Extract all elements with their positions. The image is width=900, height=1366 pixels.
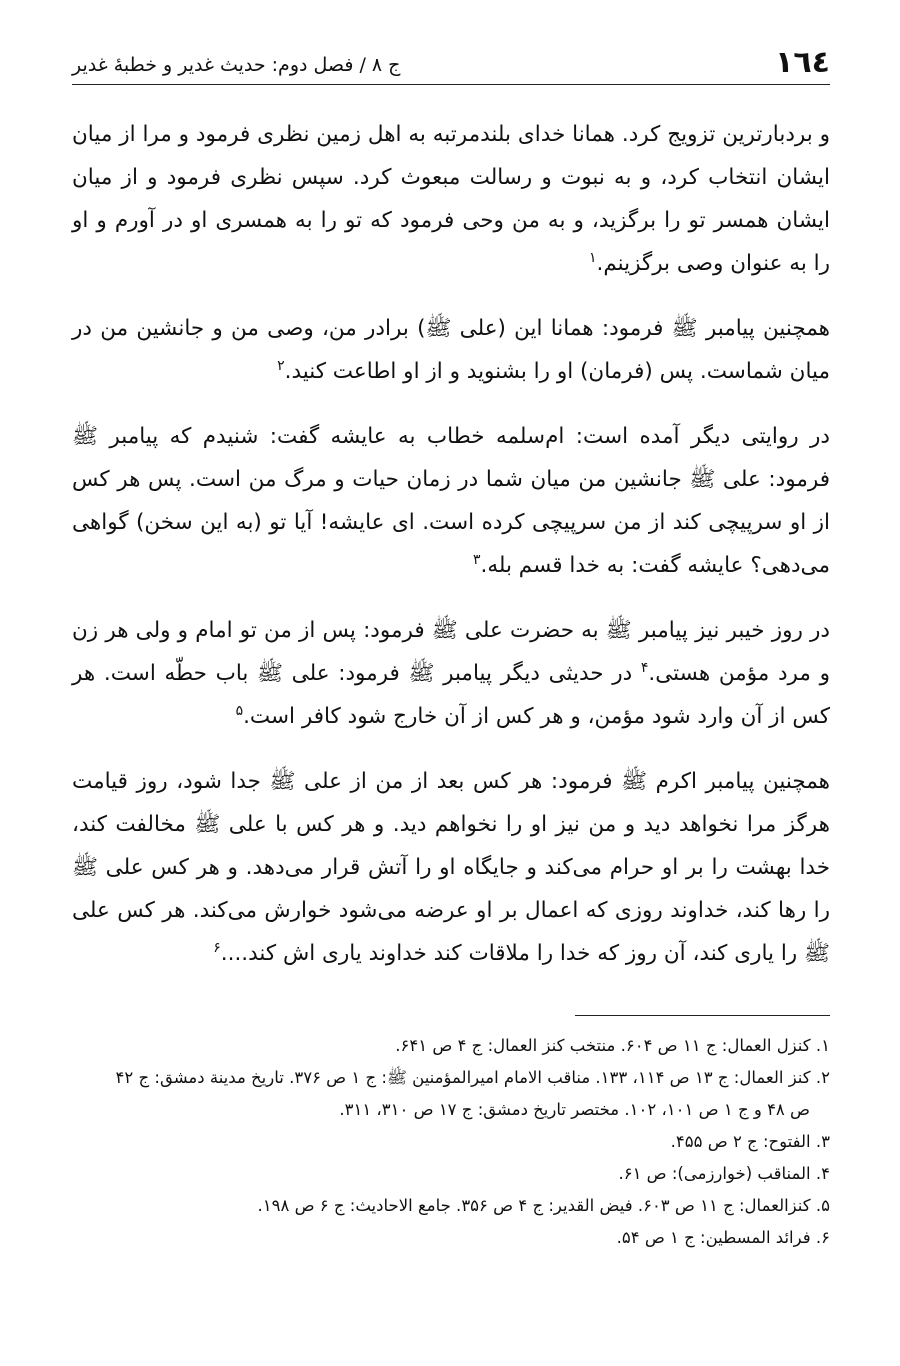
paragraph bbox=[72, 760, 830, 975]
footnote bbox=[72, 1030, 830, 1062]
footnote-text: ۱. کنزل العمال: ج ۱۱ ص ۶۰۴. منتخب کنز العمال: ج ۴ ص ۶۴۱. bbox=[395, 1036, 830, 1055]
paragraph-text: و بردبارترین تزویج کرد. همانا خدای بلندمرتبه به اهل زمین نظری فرمود و مرا از میان ایشان انتخاب کرد، و به نبوت و رسالت مبعوث کرد. سپس نظری فرمود و از میان ایشان همسر تو را برگزید، و به من وحی فرمود که تو را به همسری او در آورم و او را به عنوان وصی برگزینم. bbox=[72, 122, 830, 276]
book-page bbox=[72, 30, 830, 1254]
paragraph-text: در روایتی دیگر آمده است: ام‌سلمه خطاب به عایشه گفت: شنیدم که پیامبر ﷺ فرمود: علی ﷺ جانشین من میان شما در زمان حیات و مرگ من است. پس هر کس از او سرپیچی کند از من سرپیچی کرده است. ای عایشه! آیا تو (به این سخن) گواهی می‌دهی؟ عایشه گفت: به خدا قسم بله. bbox=[72, 424, 830, 578]
footnote bbox=[72, 1222, 830, 1254]
paragraph-text: در حدیثی دیگر پیامبر ﷺ فرمود: علی ﷺ باب حطّه است. هر کس از آن وارد شود مؤمن، و هر کس از آن خارج شود کافر است. bbox=[72, 661, 830, 729]
footnote-ref: ۲ bbox=[277, 357, 285, 374]
footnote bbox=[72, 1126, 830, 1158]
paragraph bbox=[72, 307, 830, 393]
footnote bbox=[72, 1158, 830, 1190]
footnote-ref: ۳ bbox=[472, 551, 481, 568]
footnote-divider bbox=[575, 1015, 830, 1016]
running-head: ج ۸ / فصل دوم: حدیث غدیر و خطبهٔ غدیر bbox=[72, 54, 401, 76]
footnotes bbox=[72, 1030, 830, 1254]
paragraph bbox=[72, 113, 830, 285]
page-header bbox=[72, 30, 830, 85]
footnote bbox=[72, 1190, 830, 1222]
paragraph bbox=[72, 415, 830, 587]
footnote-continuation: ص ۴۸ و ج ۱ ص ۱۰۱، ۱۰۲. مختصر تاریخ دمشق: ج ۱۷ ص ۳۱۰، ۳۱۱. bbox=[339, 1100, 810, 1119]
paragraph-text: همچنین پیامبر ﷺ فرمود: همانا این (علی ﷺ) برادر من، وصی من و جانشین من در میان شماست. پس (فرمان) او را بشنوید و از او اطاعت کنید. bbox=[72, 316, 830, 384]
footnote-ref: ۱ bbox=[588, 249, 597, 266]
footnote-text: ۴. المناقب (خوارزمی): ص ۶۱. bbox=[618, 1164, 830, 1183]
footnote-ref: ۵ bbox=[235, 702, 244, 719]
footnote-text: ۳. الفتوح: ج ۲ ص ۴۵۵. bbox=[670, 1132, 830, 1151]
footnote-text: ۶. فرائد المسطین: ج ۱ ص ۵۴. bbox=[616, 1228, 830, 1247]
page-number: ١٦٤ bbox=[775, 45, 830, 80]
paragraph-text: در روز خیبر نیز پیامبر ﷺ به حضرت علی ﷺ فرمود: پس از من تو امام و ولی هر زن و مرد مؤمن هستی. bbox=[72, 618, 830, 686]
footnote bbox=[72, 1062, 830, 1126]
body-text bbox=[72, 113, 830, 975]
paragraph bbox=[72, 609, 830, 738]
footnote-ref: ۴ bbox=[640, 659, 649, 676]
footnote-text: ۲. کنز العمال: ج ۱۳ ص ۱۱۴، ۱۳۳. مناقب الامام امیرالمؤمنین ﷺ: ج ۱ ص ۳۷۶. تاریخ مدینة دمشق: ج ۴۲ bbox=[115, 1068, 830, 1087]
paragraph-text: همچنین پیامبر اکرم ﷺ فرمود: هر کس بعد از من از علی ﷺ جدا شود، روز قیامت هرگز مرا نخواهد دید و من نیز او را نخواهم دید. و هر کس با علی ﷺ مخالفت کند، خدا بهشت را بر او حرام می‌کند و جایگاه او را آتش قرار می‌دهد. و هر کس علی ﷺ را رها کند، خداوند روزی که اعمال بر او عرضه می‌شود خوارش می‌کند. هر کس علی ﷺ را یاری کند، آن روز که خدا را ملاقات کند خداوند یاری اش کند.... bbox=[72, 769, 830, 966]
footnote-text: ۵. کنزالعمال: ج ۱۱ ص ۶۰۳. فیض القدیر: ج ۴ ص ۳۵۶. جامع الاحادیث: ج ۶ ص ۱۹۸. bbox=[257, 1196, 830, 1215]
footnote-ref: ۶ bbox=[213, 939, 221, 956]
